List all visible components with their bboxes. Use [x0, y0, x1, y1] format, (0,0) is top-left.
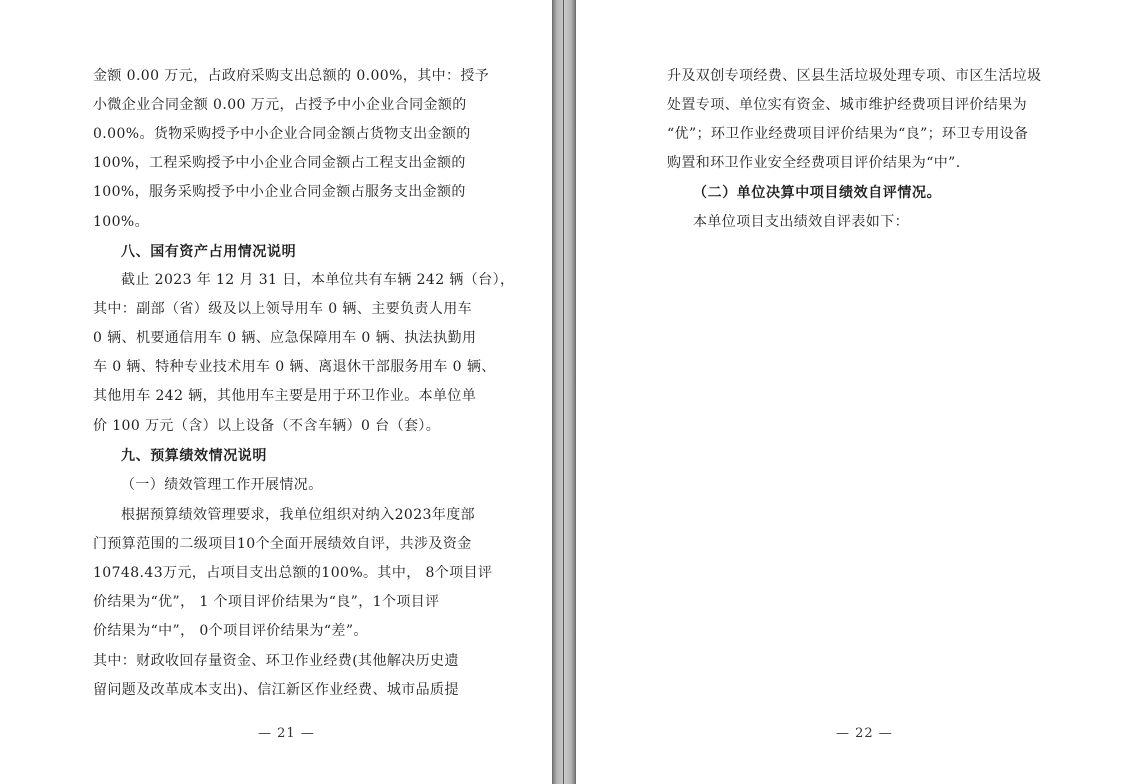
page-21 — [0, 0, 553, 784]
body-line: 购置和环卫作业安全经费项目评价结果为“中”. — [667, 155, 961, 171]
body-line: 100%，工程采购授予中小企业合同金额占工程支出金额的 — [93, 155, 466, 171]
body-line: “优”；环卫作业经费项目评价结果为“良”；环卫专用设备 — [667, 126, 1029, 142]
body-line: 0 辆、机要通信用车 0 辆、应急保障用车 0 辆、执法执勤用 — [93, 330, 477, 346]
body-line: 10748.43万元，占项目支出总额的100%。其中， 8个项目评 — [93, 565, 493, 581]
gutter-divider — [563, 0, 564, 784]
body-line: 其他用车 242 辆，其他用车主要是用于环卫作业。本单位单 — [93, 388, 477, 404]
body-line: 价 100 万元（含）以上设备（不含车辆）0 台（套）。 — [93, 418, 441, 434]
page-number: — 21 — — [258, 726, 315, 741]
subsection-heading: （一）绩效管理工作开展情况。 — [121, 477, 323, 493]
section-heading-9: 九、预算绩效情况说明 — [121, 448, 267, 464]
body-line: 升及双创专项经费、区县生活垃圾处理专项、市区生活垃圾 — [667, 68, 1042, 84]
body-line: 车 0 辆、特种专业技术用车 0 辆、离退休干部服务用车 0 辆、 — [93, 359, 496, 375]
body-line: 留问题及改革成本支出)、信江新区作业经费、城市品质提 — [93, 682, 459, 698]
section-heading-8: 八、国有资产占用情况说明 — [121, 244, 297, 260]
page-22 — [575, 0, 1128, 784]
body-line: 金额 0.00 万元，占政府采购支出总额的 0.00%，其中：授予 — [93, 68, 490, 84]
body-line: 100%。 — [93, 214, 150, 230]
body-line: 截止 2023 年 12 月 31 日，本单位共有车辆 242 辆（台）， — [121, 272, 515, 288]
body-line: 100%，服务采购授予中小企业合同金额占服务支出金额的 — [93, 184, 466, 200]
page-gutter — [553, 0, 575, 784]
page-number: — 22 — — [836, 726, 893, 741]
body-line: 根据预算绩效管理要求，我单位组织对纳入2023年度部 — [121, 507, 476, 523]
body-line: 小微企业合同金额 0.00 万元，占授予中小企业合同金额的 — [93, 97, 467, 113]
body-line: 价结果为“中”， 0个项目评价结果为“差”。 — [93, 623, 368, 639]
body-line: 门预算范围的二级项目10个全面开展绩效自评，共涉及资金 — [93, 536, 472, 552]
subsection-heading: （二）单位决算中项目绩效自评情况。 — [693, 185, 942, 201]
body-line: 处置专项、单位实有资金、城市维护经费项目评价结果为 — [667, 97, 1027, 113]
body-line: 本单位项目支出绩效自评表如下： — [693, 214, 909, 230]
body-line: 价结果为“优”， 1 个项目评价结果为“良”，1个项目评 — [93, 594, 440, 610]
body-line: 0.00%。货物采购授予中小企业合同金额占货物支出金额的 — [93, 126, 471, 142]
body-line: 其中：副部（省）级及以上领导用车 0 辆、主要负责人用车 — [93, 301, 473, 317]
body-line: 其中：财政收回存量资金、环卫作业经费(其他解决历史遗 — [93, 653, 459, 669]
